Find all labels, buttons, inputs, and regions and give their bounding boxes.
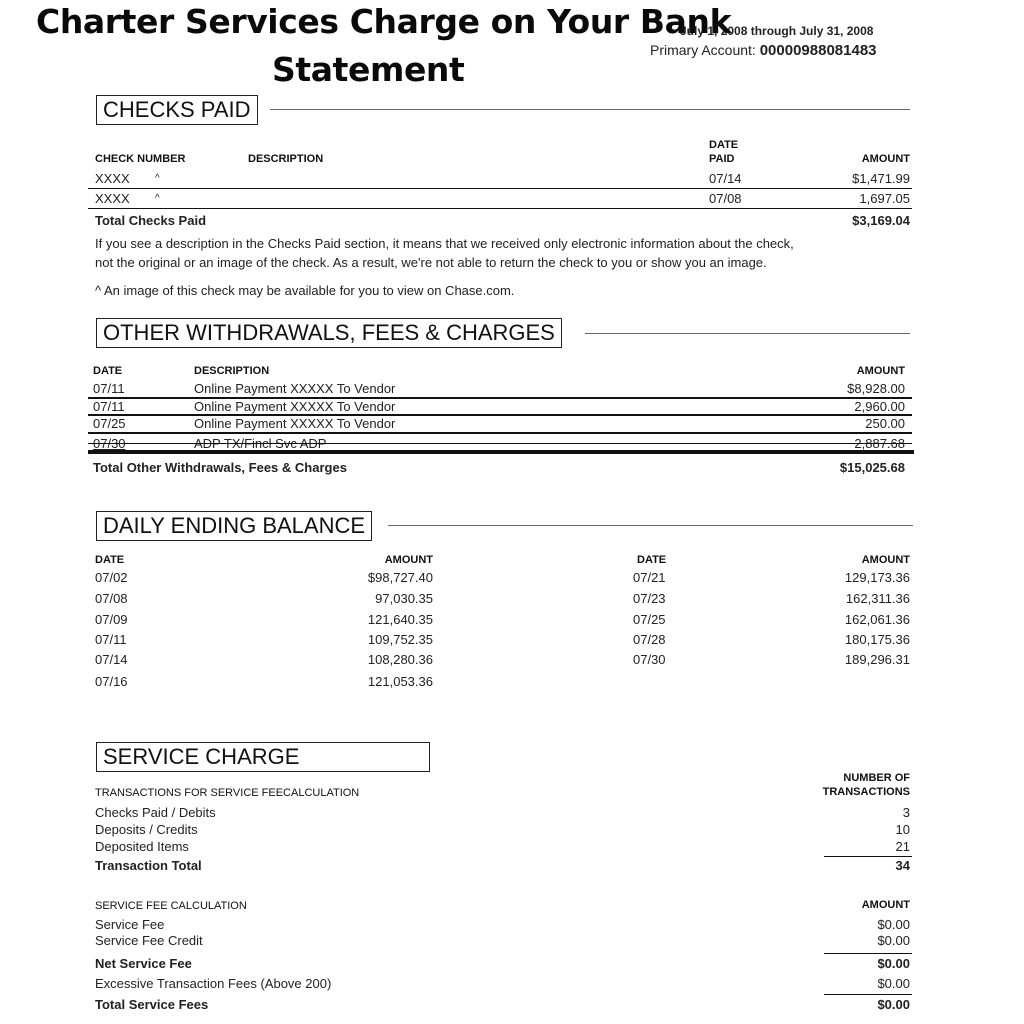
net-service-fee-value: $0.00 [877,956,910,971]
primary-account [650,42,877,59]
withdrawals-heading: OTHER WITHDRAWALS, FEES & CHARGES [96,318,562,348]
wd-row-3-description: Online Payment XXXXX To Vendor [194,416,396,431]
wd-total-label: Total Other Withdrawals, Fees & Charges [93,460,347,475]
bal-left-date: 07/02 [95,570,128,585]
transactions-label: TRANSACTIONS FOR SERVICE FEECALCULATION [95,787,360,799]
bal-right-amount: 162,311.36 [845,591,910,606]
txn-value: 10 [895,822,910,837]
wd-col-amount: AMOUNT [856,365,905,377]
bal-right-amount: 180,175.36 [844,632,910,647]
wd-total-divider [88,450,914,454]
col-description: DESCRIPTION [248,153,324,165]
account-label: Primary Account: [650,42,756,58]
bal-col-amount-left: AMOUNT [384,554,433,566]
service-fee-credit-value: $0.00 [877,933,910,948]
txn-label: Checks Paid / Debits [95,805,216,820]
page-title: Charter Services Charge on Your Bank [36,2,732,41]
bal-left-date: 07/08 [95,591,128,606]
wd-col-date: DATE [93,365,123,377]
txn-total-rule [824,856,912,857]
net-service-fee-label: Net Service Fee [95,956,192,971]
check-row-divider [88,188,912,189]
balance-rule [388,525,913,526]
check-row-2-amount: 1,697.05 [859,191,910,206]
txn-value: 21 [895,839,910,854]
total-service-fees-label: Total Service Fees [95,997,209,1012]
checks-note-3: ^ An image of this check may be available for you to view on Chase.com. [95,283,515,298]
balance-heading: DAILY ENDING BALANCE [96,511,372,541]
check-row-2-mark: ^ [155,193,160,204]
bal-left-date: 07/11 [95,632,127,647]
bal-right-date: 07/23 [633,591,666,606]
checks-total-value: $3,169.04 [852,213,910,228]
check-row-1-date: 07/14 [709,171,742,186]
checks-note-2: not the original or an image of the check. As a result, we're not able to return the check to you or show you an image. [95,255,767,270]
wd-row-1-description: Online Payment XXXXX To Vendor [194,381,396,396]
checks-total-label: Total Checks Paid [95,213,207,228]
bal-left-date: 07/16 [95,674,128,689]
col-check-number: CHECK NUMBER [95,153,186,165]
service-fee-value: $0.00 [877,917,910,932]
withdrawals-rule [585,333,910,334]
check-total-divider [88,208,912,209]
bal-left-amount: 108,280.36 [367,652,433,667]
bal-col-date-left: DATE [95,554,125,566]
bal-right-date: 07/25 [633,612,666,627]
wd-row-1-amount: $8,928.00 [847,381,905,396]
number-of-header-1: NUMBER OF [843,772,910,784]
check-row-1-number: XXXX [95,171,130,186]
check-row-2-number: XXXX [95,191,130,206]
bal-right-amount: 162,061.36 [844,612,910,627]
check-row-1-mark: ^ [155,173,160,184]
checks-note-1: If you see a description in the Checks Paid section, it means that we received only electronic information about the check, [95,236,794,251]
bal-left-amount: 121,053.36 [367,674,433,689]
bal-right-date: 07/21 [633,570,666,585]
txn-value: 3 [902,805,910,820]
txn-total-label: Transaction Total [95,858,202,873]
col-date-paid-2: PAID [709,153,735,165]
bal-left-amount: $98,727.40 [367,570,433,585]
bal-left-date: 07/14 [95,652,128,667]
bal-col-amount-right: AMOUNT [861,554,910,566]
checks-paid-rule [270,109,910,110]
bal-col-date-right: DATE [637,554,667,566]
wd-row-4-description: ADP TX/Fincl Svc ADP [194,436,327,451]
net-fee-rule [824,953,912,954]
col-date-paid-1: DATE [709,139,739,151]
txn-label: Deposits / Credits [95,822,198,837]
bal-right-amount: 189,296.31 [844,652,910,667]
check-row-1-amount: $1,471.99 [852,171,910,186]
wd-row-2-description: Online Payment XXXXX To Vendor [194,399,396,414]
service-fee-credit-label: Service Fee Credit [95,933,203,948]
page-title-line2: Statement [272,50,465,89]
bal-right-amount: 129,173.36 [844,570,910,585]
fee-calc-label: SERVICE FEE CALCULATION [95,900,247,912]
fee-amount-header: AMOUNT [861,899,910,911]
wd-row-2-date: 07/11 [93,399,125,414]
account-number: 00000988081483 [759,42,877,59]
bal-right-date: 07/30 [633,652,666,667]
bal-left-amount: 109,752.35 [367,632,433,647]
check-row-2-date: 07/08 [709,191,742,206]
bal-left-amount: 121,640.35 [367,612,433,627]
txn-total-value: 34 [895,858,910,873]
service-charge-heading: SERVICE CHARGE [96,742,430,772]
number-of-header-2: TRANSACTIONS [822,786,910,798]
total-fees-rule [824,994,912,995]
checks-paid-heading: CHECKS PAID [96,95,258,125]
bal-left-amount: 97,030.35 [375,591,433,606]
wd-divider-3 [88,432,912,434]
excessive-fees-value: $0.00 [877,976,910,991]
wd-row-1-date: 07/11 [93,381,125,396]
wd-strike-line [88,443,912,444]
excessive-fees-label: Excessive Transaction Fees (Above 200) [95,976,332,991]
bal-left-date: 07/09 [95,612,128,627]
wd-col-description: DESCRIPTION [194,365,270,377]
total-service-fees-value: $0.00 [877,997,910,1012]
service-fee-label: Service Fee [95,917,165,932]
bal-right-date: 07/28 [633,632,666,647]
col-amount: AMOUNT [861,153,910,165]
statement-period: July 1, 2008 through July 31, 2008 [680,24,874,38]
wd-total-value: $15,025.68 [839,460,905,475]
txn-label: Deposited Items [95,839,189,854]
wd-row-4-amount: 2,887.68 [854,436,905,451]
wd-row-4-date: 07/30 [93,436,126,451]
wd-row-3-amount: 250.00 [865,416,905,431]
wd-row-3-date: 07/25 [93,416,126,431]
wd-row-2-amount: 2,960.00 [854,399,905,414]
